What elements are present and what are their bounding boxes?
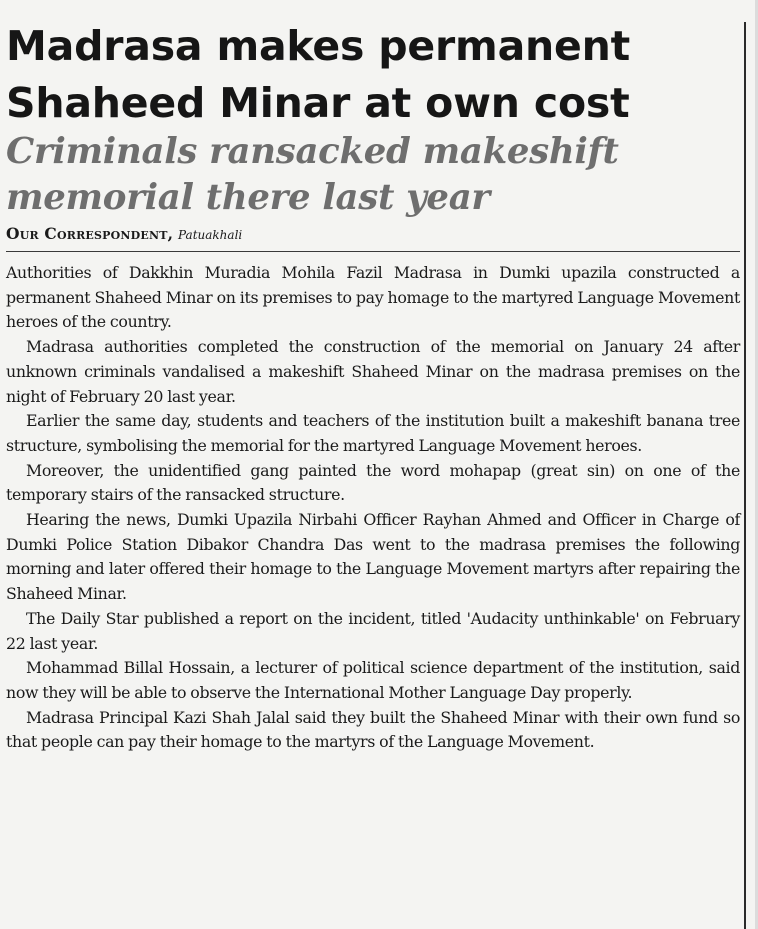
article-body (6, 261, 740, 755)
paragraph: Madrasa Principal Kazi Shah Jalal said they built the Shaheed Minar with their own fund so that people can pay their homage to the martyrs of the Language Movement. (6, 707, 740, 752)
paragraph: Authorities of Dakkhin Muradia Mohila Fazil Madrasa in Dumki upazila constructed a permanent Shaheed Minar on its premises to pay homage to the martyred Language Movement heroes of the country. (6, 263, 740, 332)
byline (6, 223, 740, 246)
paragraph: Moreover, the unidentified gang painted the word mohapap (great sin) on one of the temporary stairs of the ransacked structure. (6, 460, 740, 505)
subheadline (6, 129, 740, 221)
byline-divider (6, 251, 740, 252)
paragraph: Madrasa authorities completed the construction of the memorial on January 24 after unknown criminals vandalised a makeshift Shaheed Minar on the madrasa premises on the night of February 20 last year. (6, 337, 740, 406)
byline-location: Patuakhali (178, 228, 243, 242)
article (6, 18, 740, 755)
column-divider (744, 22, 746, 929)
paragraph: The Daily Star published a report on the incident, titled 'Audacity unthinkable' on February 22 last year. (6, 608, 740, 653)
paragraph: Mohammad Billal Hossain, a lecturer of political science department of the institution, said now they will be able to observe the International Mother Language Day properly. (6, 658, 740, 702)
headline-line-2: Shaheed Minar at own cost (6, 79, 630, 127)
paragraph: Earlier the same day, students and teachers of the institution built a makeshift banana tree structure, symbolising the memorial for the martyred Language Movement heroes. (6, 411, 740, 455)
subheadline-line-1: Criminals ransacked makeshift (6, 131, 619, 172)
headline (6, 18, 740, 132)
byline-name: Our Correspondent, (6, 224, 174, 243)
paragraph: Hearing the news, Dumki Upazila Nirbahi Officer Rayhan Ahmed and Officer in Charge of Dumki Police Station Dibakor Chandra Das went to the madrasa premises the following morning and later offered their homage to the Language Movement martyrs after repairing the Shaheed Minar. (6, 510, 740, 604)
headline-line-1: Madrasa makes permanent (6, 22, 631, 70)
subheadline-line-2: memorial there last year (6, 177, 490, 218)
